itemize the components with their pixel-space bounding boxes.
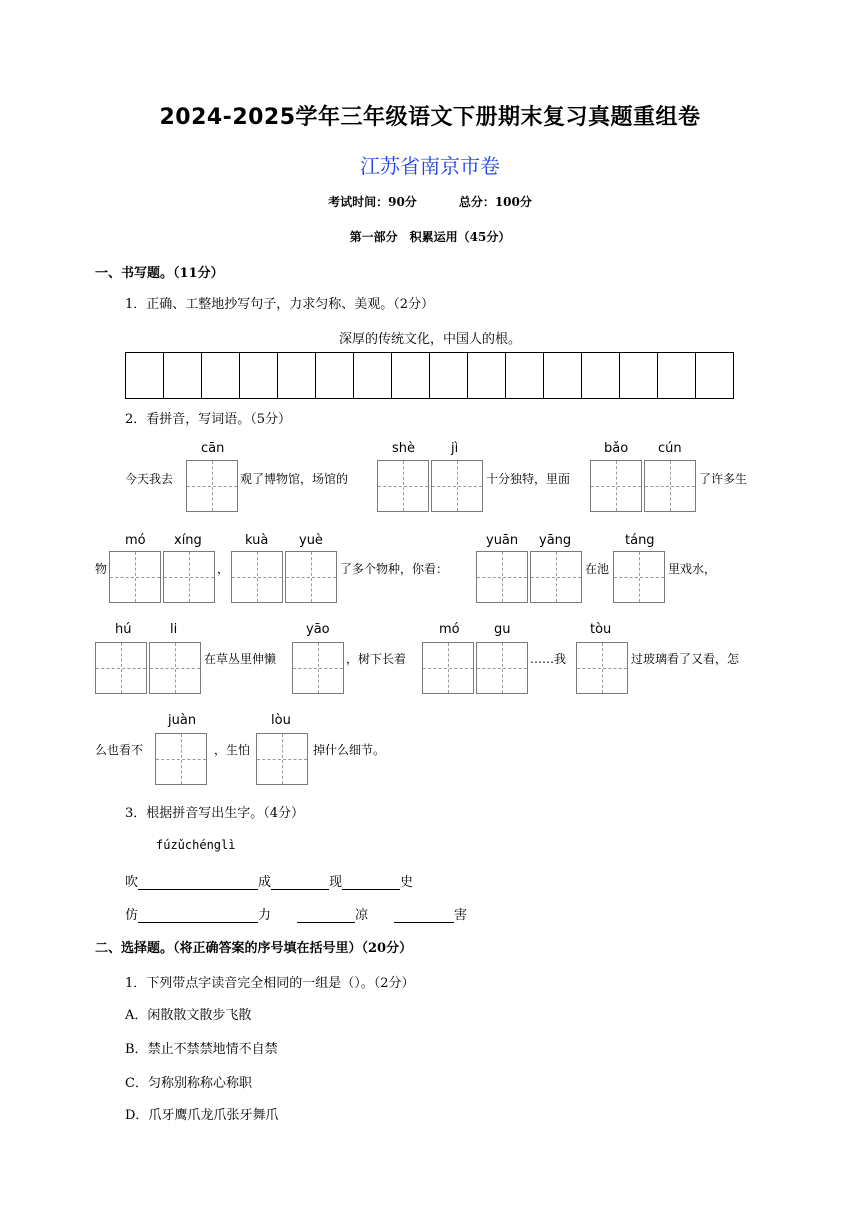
char: 吹 <box>125 875 139 890</box>
text-segment: 物 <box>95 562 108 576</box>
grid-cell[interactable] <box>164 353 202 398</box>
grid-cell[interactable] <box>126 353 164 398</box>
char-box[interactable] <box>109 551 161 603</box>
pinyin: bǎo <box>604 441 629 456</box>
text-segment: ，树下长着 <box>346 652 407 666</box>
pinyin: yāo <box>306 622 330 637</box>
char-box[interactable] <box>530 551 582 603</box>
char-box[interactable] <box>431 460 483 512</box>
grid-cell[interactable] <box>544 353 582 398</box>
text-segment: 观了博物馆，场馆的 <box>240 472 349 486</box>
grid-cell[interactable] <box>582 353 620 398</box>
answer-blank[interactable] <box>271 875 329 890</box>
grid-cell[interactable] <box>696 353 734 398</box>
pinyin: jì <box>451 441 459 456</box>
option-label: D． <box>125 1108 149 1123</box>
pinyin: táng <box>625 533 655 548</box>
question-2-1: 1．下列带点字读音完全相同的一组是（）。（2分） <box>125 976 415 991</box>
pinyin: xíng <box>174 533 202 548</box>
option-text: 匀称别称称心称职 <box>147 1076 252 1091</box>
text-segment: ，生怕 <box>214 743 251 757</box>
char-box[interactable] <box>95 642 147 694</box>
text-segment: 十分独特，里面 <box>486 472 571 486</box>
option-a[interactable] <box>125 1004 251 1023</box>
char-box[interactable] <box>422 642 474 694</box>
grid-cell[interactable] <box>430 353 468 398</box>
option-d[interactable] <box>125 1104 278 1123</box>
text-segment: 在池 <box>585 562 610 576</box>
document-subtitle: 江苏省南京市卷 <box>360 154 500 178</box>
answer-blank[interactable] <box>394 908 454 923</box>
option-b[interactable] <box>125 1038 278 1057</box>
pinyin: cān <box>201 441 225 456</box>
grid-cell[interactable] <box>316 353 354 398</box>
grid-cell[interactable] <box>620 353 658 398</box>
char-box[interactable] <box>186 460 238 512</box>
text-segment: 里戏水， <box>668 562 717 576</box>
grid-cell[interactable] <box>392 353 430 398</box>
pinyin: yāng <box>539 533 572 548</box>
char-box[interactable] <box>476 642 528 694</box>
pinyin: yuè <box>299 533 323 548</box>
grid-cell[interactable] <box>658 353 696 398</box>
grid-cell[interactable] <box>468 353 506 398</box>
char-box[interactable] <box>292 642 344 694</box>
copy-sentence: 深厚的传统文化，中国人的根。 <box>338 332 521 347</box>
pinyin: shè <box>392 441 416 456</box>
pinyin: mó <box>125 533 146 548</box>
char: 现 <box>329 875 343 890</box>
pinyin: hú <box>115 622 132 637</box>
answer-blank[interactable] <box>297 908 355 923</box>
q3-line-1 <box>125 871 413 890</box>
text-segment: 掉什么细节。 <box>313 743 386 757</box>
text-segment: 了许多生 <box>699 472 748 486</box>
char-box[interactable] <box>149 642 201 694</box>
pinyin: mó <box>439 622 460 637</box>
answer-blank[interactable] <box>342 875 400 890</box>
char: 力 <box>258 908 272 923</box>
total-score: 总分：100分 <box>458 195 532 209</box>
option-label: C． <box>125 1076 148 1091</box>
text-segment: ……我 <box>530 652 567 666</box>
grid-cell[interactable] <box>202 353 240 398</box>
exam-info <box>0 193 860 210</box>
char-box[interactable] <box>576 642 628 694</box>
pinyin: yuān <box>486 533 519 548</box>
char-box[interactable] <box>285 551 337 603</box>
pinyin: kuà <box>245 533 269 548</box>
text-segment: ， <box>217 562 230 576</box>
text-segment: 在草丛里伸懒 <box>204 652 277 666</box>
grid-cell[interactable] <box>354 353 392 398</box>
char: 害 <box>454 908 468 923</box>
char-box[interactable] <box>476 551 528 603</box>
pinyin: gu <box>494 622 511 637</box>
option-label: B． <box>125 1042 148 1057</box>
option-c[interactable] <box>125 1072 252 1091</box>
char-box[interactable] <box>613 551 665 603</box>
section2-heading: 二、选择题。（将正确答案的序号填在括号里）（20分） <box>95 941 413 956</box>
q3-line-2 <box>125 904 467 923</box>
section1-heading: 一、书写题。（11分） <box>95 266 224 281</box>
pinyin: lòu <box>271 713 291 728</box>
question-1-3: 3．根据拼音写出生字。（4分） <box>125 806 305 821</box>
char: 史 <box>400 875 414 890</box>
char-box[interactable] <box>377 460 429 512</box>
char: 成 <box>258 875 272 890</box>
q3-pinyin: fúzǔchénglì <box>156 838 236 852</box>
pinyin: tòu <box>590 622 612 637</box>
pinyin: li <box>170 622 178 637</box>
text-segment: 过玻璃看了又看，怎 <box>631 652 740 666</box>
char: 凉 <box>355 908 369 923</box>
char-box[interactable] <box>155 733 207 785</box>
char-box[interactable] <box>163 551 215 603</box>
text-segment: 了多个物种，你看： <box>340 562 449 576</box>
pinyin: cún <box>658 441 682 456</box>
option-text: 禁止不禁禁地情不自禁 <box>147 1042 278 1057</box>
answer-blank[interactable] <box>138 875 258 890</box>
grid-cell[interactable] <box>240 353 278 398</box>
text-segment: 今天我去 <box>125 472 174 486</box>
text-segment: 么也看不 <box>95 743 144 757</box>
writing-grid[interactable] <box>125 352 734 399</box>
question-1-2: 2．看拼音，写词语。（5分） <box>125 412 292 427</box>
char-box[interactable] <box>231 551 283 603</box>
part-title: 第一部分 积累运用（45分） <box>349 230 511 244</box>
question-1-1: 1．正确、工整地抄写句子，力求匀称、美观。（2分） <box>125 297 435 312</box>
exam-time: 考试时间：90分 <box>328 195 417 209</box>
pinyin: juàn <box>168 713 197 728</box>
char-box[interactable] <box>644 460 696 512</box>
char: 仿 <box>125 908 139 923</box>
option-text: 闲散散文散步飞散 <box>147 1008 252 1023</box>
answer-blank[interactable] <box>138 908 258 923</box>
option-text: 爪牙鹰爪龙爪张牙舞爪 <box>148 1108 279 1123</box>
option-label: A． <box>125 1008 148 1023</box>
grid-cell[interactable] <box>278 353 316 398</box>
char-box[interactable] <box>590 460 642 512</box>
grid-cell[interactable] <box>506 353 544 398</box>
char-box[interactable] <box>256 733 308 785</box>
document-title: 2024-2025学年三年级语文下册期末复习真题重组卷 <box>159 105 701 130</box>
